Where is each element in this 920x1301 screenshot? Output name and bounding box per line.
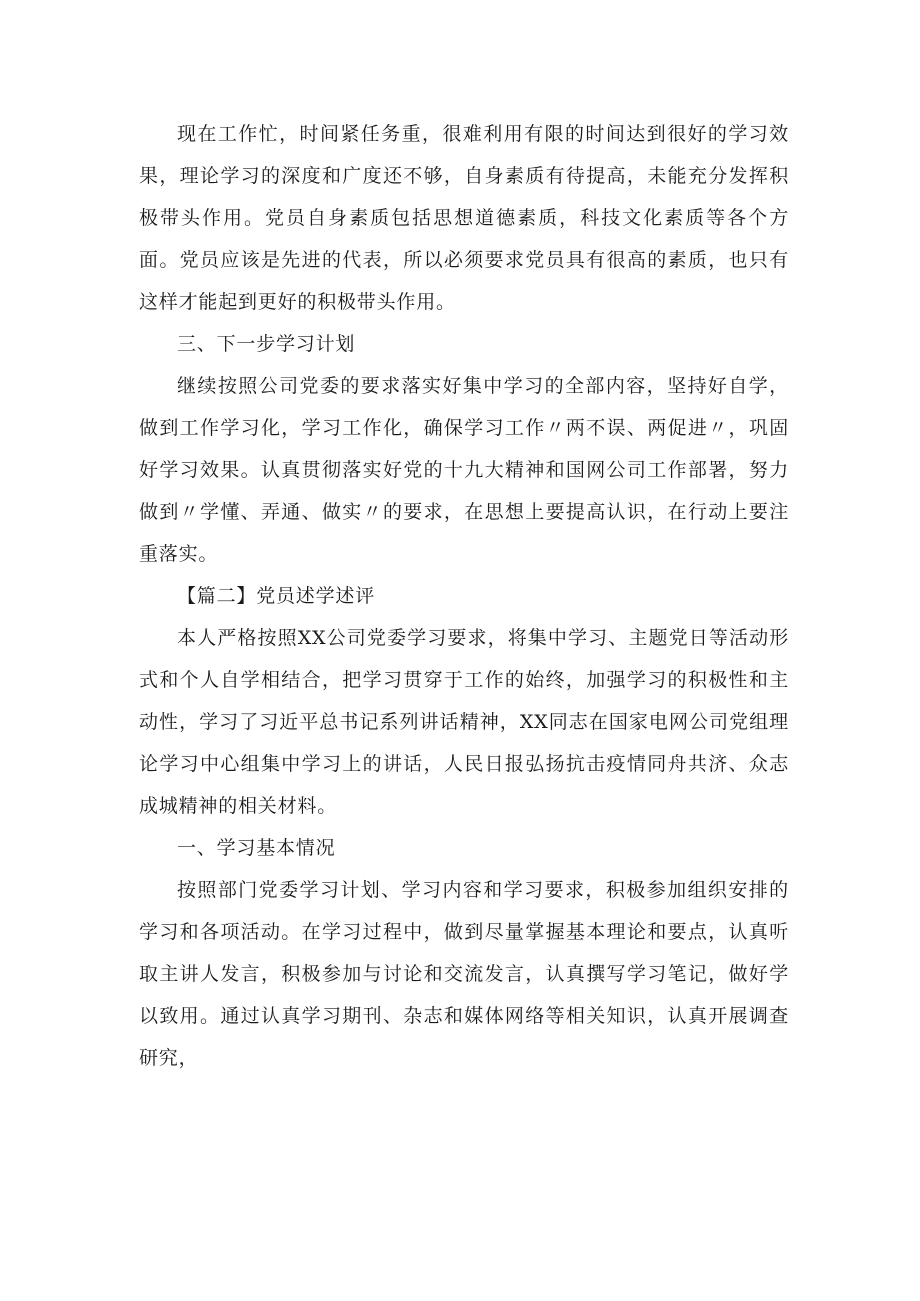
- document-body: [139, 113, 789, 1079]
- section-heading-next-plan: 三、下一步学习计划: [177, 333, 356, 355]
- paragraph-work-busy: 现在工作忙，时间紧任务重，很难利用有限的时间达到很好的学习效果，理论学习的深度和广度还不够，自身素质有待提高，未能充分发挥积极带头作用。党员自身素质包括思想道德素质，科技文化素质等各个方面。党员应该是先进的代表，所以必须要求党员具有很高的素质，也只有这样才能起到更好的积极带头作用。: [139, 123, 789, 313]
- section-heading-basic-situation: 一、学习基本情况: [177, 837, 336, 859]
- paragraph-intro-part-two: 本人严格按照XX公司党委学习要求，将集中学习、主题党日等活动形式和个人自学相结合，把学习贯穿于工作的始终，加强学习的积极性和主动性，学习了习近平总书记系列讲话精神，XX同志在国家电网公司党组理论学习中心组集中学习上的讲话，人民日报弘扬抗击疫情同舟共济、众志成城精神的相关材料。: [139, 627, 789, 817]
- chapter-heading-part-two: 【篇二】党员述学述评: [177, 585, 376, 607]
- paragraph-next-plan: 继续按照公司党委的要求落实好集中学习的全部内容，坚持好自学，做到工作学习化，学习工作化，确保学习工作〃两不误、两促进〃，巩固好学习效果。认真贯彻落实好党的十九大精神和国网公司工作部署，努力做到〃学懂、弄通、做实〃的要求，在思想上要提高认识，在行动上要注重落实。: [139, 375, 789, 565]
- paragraph-basic-situation: 按照部门党委学习计划、学习内容和学习要求，积极参加组织安排的学习和各项活动。在学习过程中，做到尽量掌握基本理论和要点，认真听取主讲人发言，积极参加与讨论和交流发言，认真撰写学习笔记，做好学以致用。通过认真学习期刊、杂志和媒体网络等相关知识，认真开展调查研究，: [139, 879, 789, 1069]
